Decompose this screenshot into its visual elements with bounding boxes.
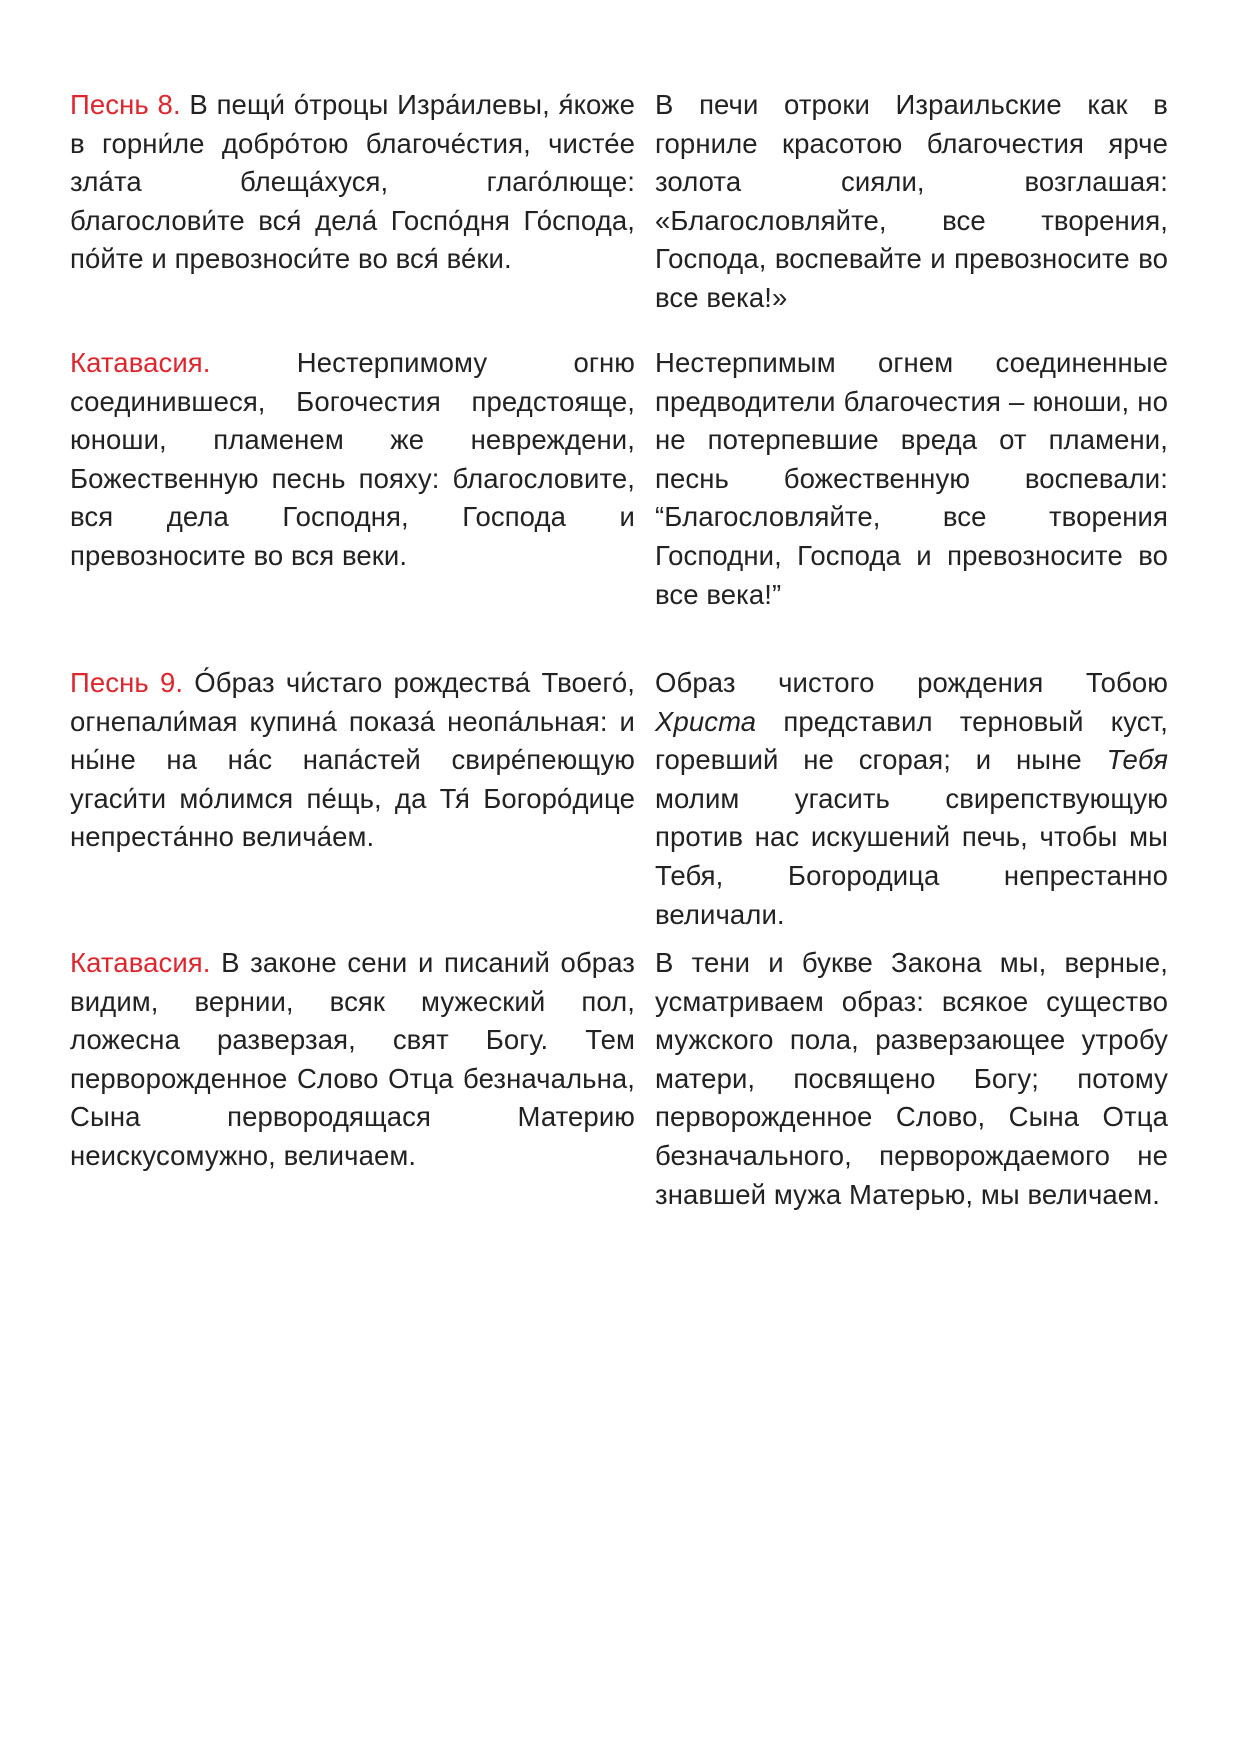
katavasia-8-slavonic-text: Нестерпимому огню соединившеся, Богочестия предстояще, юноши, пламенем же невреждени, Божественную песнь пояху: благословите, вся дела Господня, Господа и превозносите во вся веки. <box>70 347 635 571</box>
canto-9-russian-part-3: молим угасить свирепствующую против нас искушений печь, чтобы мы Тебя, Богородица непрестанно величали. <box>655 782 1168 930</box>
katavasia-8-slavonic <box>70 344 635 576</box>
katavasia-9-label: Катавасия. <box>70 947 222 978</box>
canto-9-label: Песнь 9. <box>70 667 195 698</box>
canto-9-slavonic <box>70 664 635 857</box>
katavasia-8-russian-text: Нестерпимым огнем соединенные предводители благочестия – юноши, но не потерпевшие вреда от пламени, песнь божественную воспевали: “Благословляйте, все творения Господни, Господа и превозносите во все века!” <box>655 347 1168 610</box>
canto-8-slavonic-text: В пещи́ о́троцы Изра́илевы, я́коже в горни́ле добро́тою благоче́стия, чисте́е зла́та блеща́хуся, глаго́люще: благослови́те вся́ дела́ Госпо́дня Го́спода, по́йте и превозноси́те во вся́ ве́ки. <box>70 89 635 275</box>
canto-9-russian-part-2: представил терновый куст, горевший не сгорая; и ныне <box>655 705 1168 776</box>
canto-8-label: Песнь 8. <box>70 89 190 120</box>
canto-9-slavonic-text: О́браз чи́стаго рождества́ Твоего́, огнепали́мая купина́ показа́ неопа́льная: и ны́не на на́с напа́стей свире́пеющую угаси́ти мо́лимся пе́щь, да Тя́ Богоро́дице непреста́нно велича́ем. <box>70 667 635 853</box>
katavasia-8-label: Катавасия. <box>70 347 297 378</box>
canto-9-russian-part-1: Образ чистого рождения Тобою <box>655 667 1168 698</box>
canto-9-russian-emphasis-1: Христа <box>655 705 757 737</box>
canto-9-russian-emphasis-2: Тебя <box>1106 744 1168 776</box>
canto-8-russian-text: В печи отроки Израильские как в горниле красотою благочестия ярче золота сияли, возглашая: «Благословляйте, все творения, Господа, воспевайте и превозносите во все века!» <box>655 89 1168 313</box>
katavasia-9-russian-text: В тени и букве Закона мы, верные, усматриваем образ: всякое существо мужского пола, разверзающее утробу матери, посвящено Богу; потому перворожденное Слово, Сына Отца безначального, перворождаемого не знавшей мужа Матерью, мы величаем. <box>655 947 1168 1210</box>
canto-8-slavonic <box>70 86 635 279</box>
katavasia-9-russian <box>655 944 1168 1214</box>
canto-8-russian <box>655 86 1168 318</box>
canto-9-russian <box>655 664 1168 934</box>
katavasia-8-russian <box>655 344 1168 614</box>
katavasia-9-slavonic <box>70 944 635 1176</box>
katavasia-9-slavonic-text: В законе сени и писаний образ видим, вернии, всяк мужеский пол, ложесна разверзая, свят Богу. Тем перворожденное Слово Отца безначальна, Сына первородящася Материю неискусомужно, величаем. <box>70 947 635 1171</box>
